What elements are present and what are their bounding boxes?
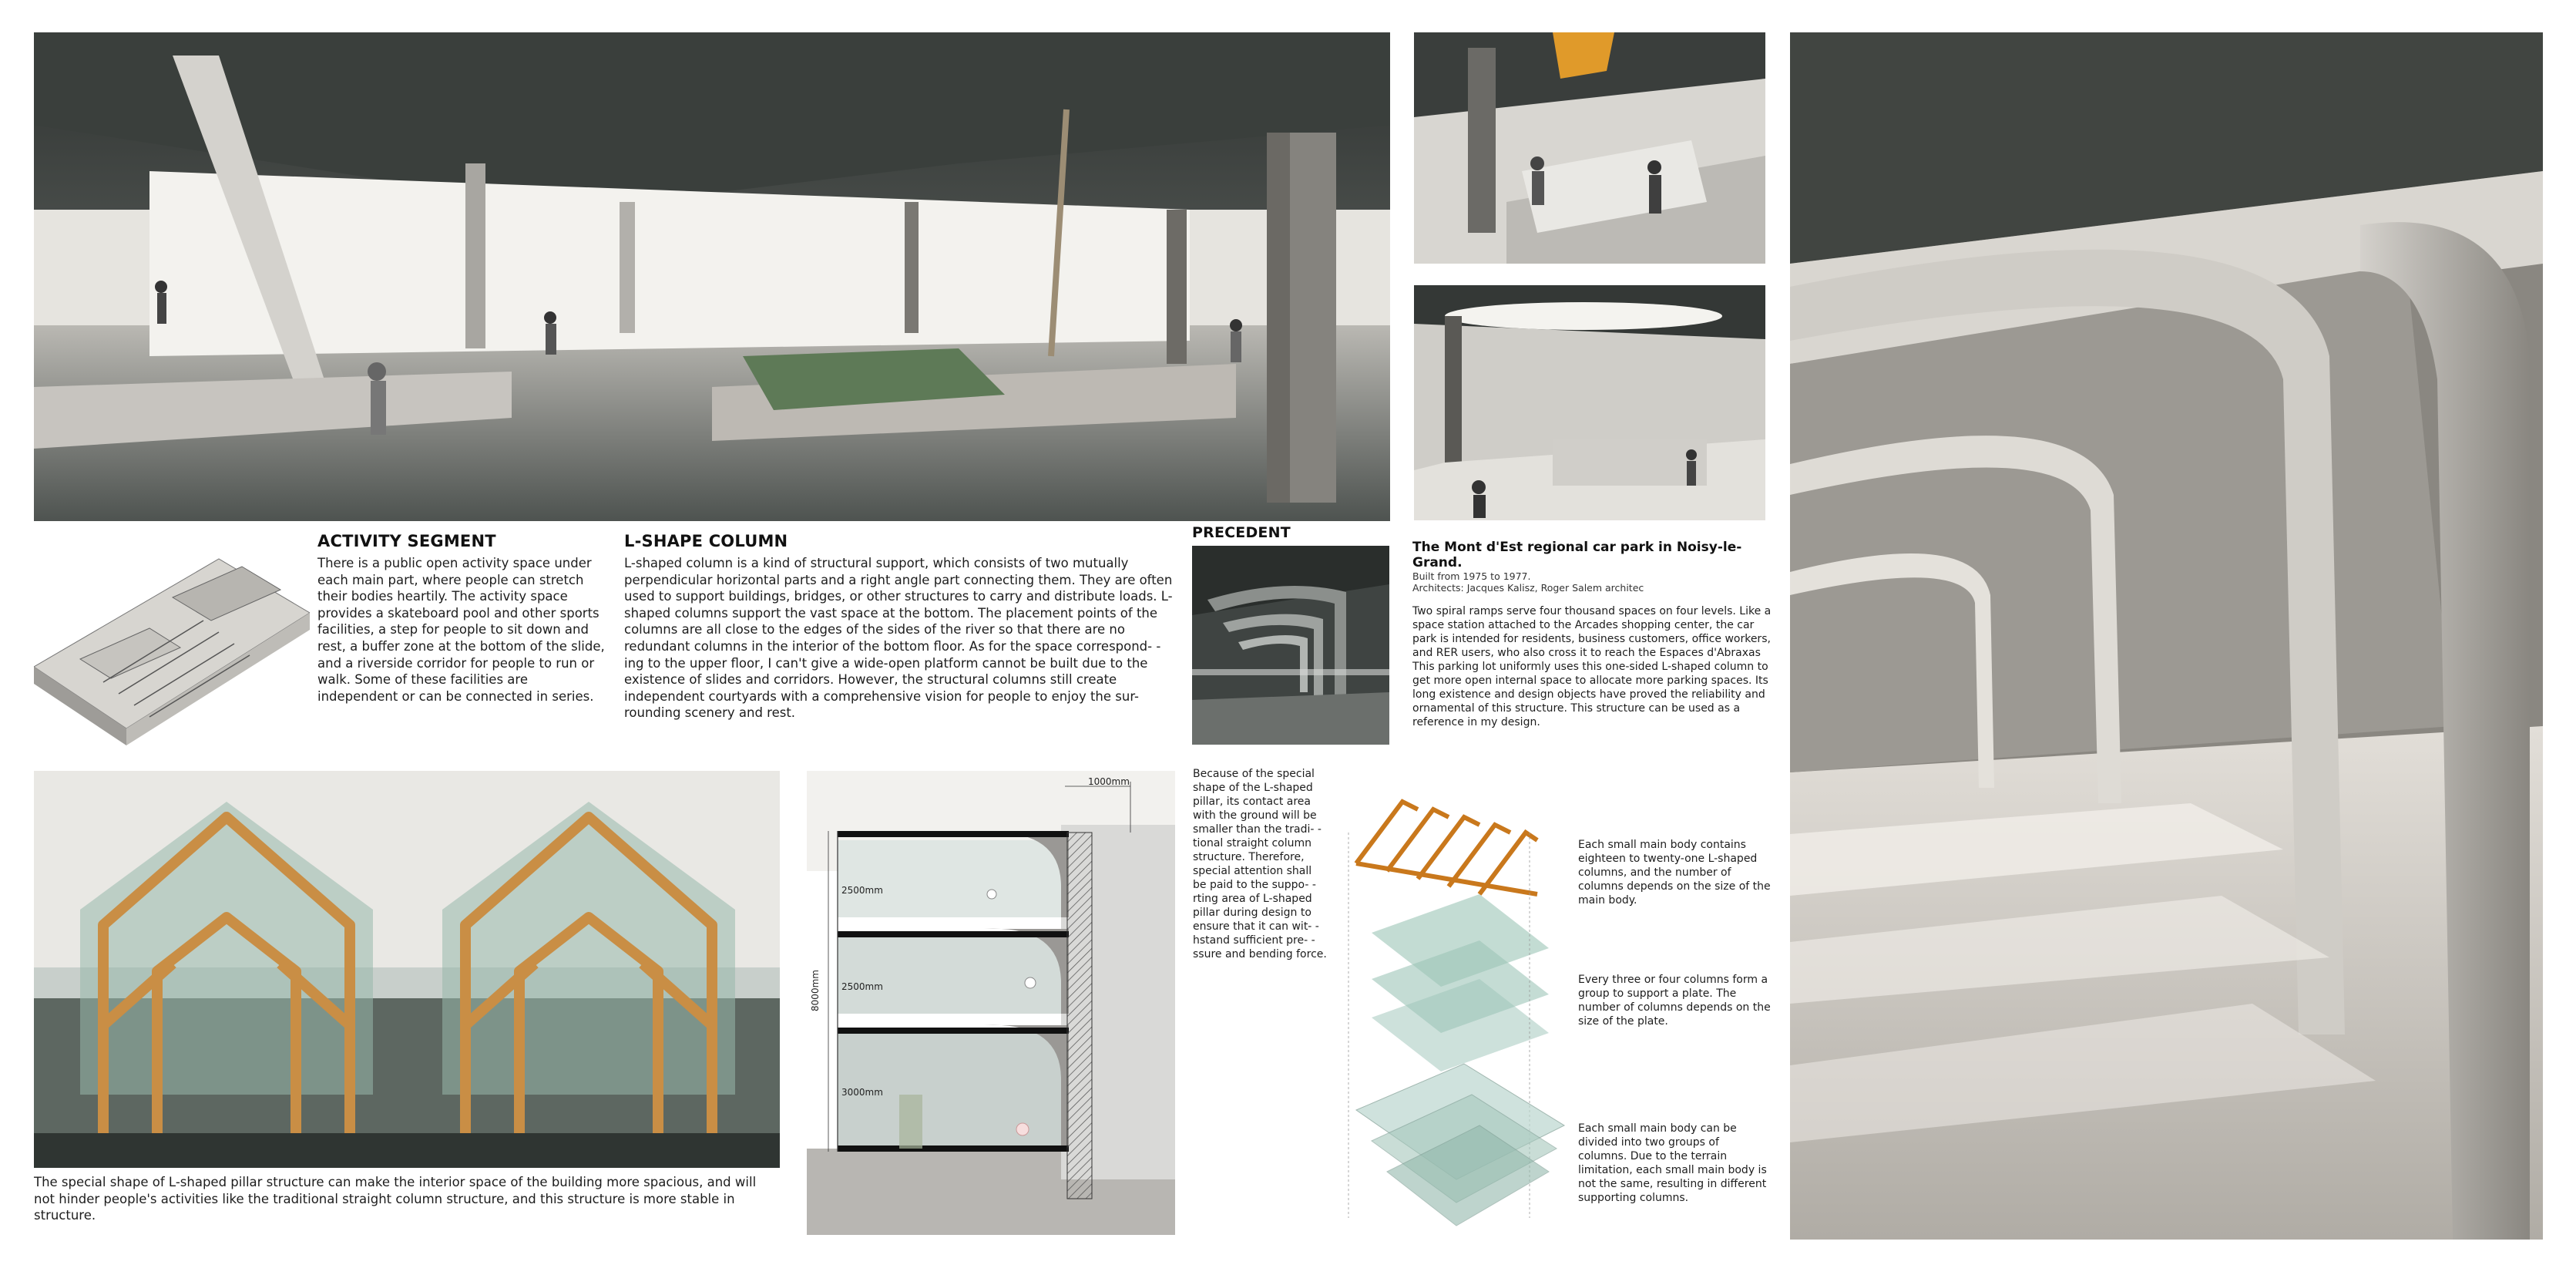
- precedent-photo: [1192, 546, 1389, 745]
- activity-segment-block: [317, 532, 606, 705]
- precedent-description: [1412, 540, 1775, 729]
- exploded-column-diagram: [1341, 786, 1572, 1241]
- precedent-text: Two spiral ramps serve four thousand spaces on four levels. Like a space station attached to the Arcades shopping center, the car park is intended for residents, business customers, office workers, and RER users, who also cross it to reach the Espaces d'Abraxas This parking lot uniformly uses this one-sided L-shaped column to get more open internal space to allocate more parking spaces. Its long existence and design objects have proved the reliability and ornamental of this structure. This structure can be used as a reference in my design.: [1412, 605, 1772, 728]
- activity-segment-axonometric: [34, 543, 310, 752]
- precedent-built: Built from 1975 to 1977.: [1412, 570, 1531, 582]
- bottom-caption: The special shape of L-shaped pillar structure can make the interior space of the building more spacious, and will not hinder people's activities like the traditional straight column structure, and this structure is more stable in structure.: [34, 1175, 757, 1223]
- section-drawing: [807, 771, 1175, 1235]
- activity-segment-text: There is a public open activity space under each main part, where people can stretch their bodies heartily. The activity space provides a skateboard pool and other sports facilities, a step for people to sit down and rest, a buffer zone at the bottom of the slide, and a riverside corridor for people to run or walk. Some of these facilities are independent or can be connected in series.: [317, 556, 605, 704]
- l-shape-column-block: [624, 532, 1175, 722]
- precedent-architects: Architects: Jacques Kalisz, Roger Salem architec: [1412, 582, 1644, 594]
- dim-2500-middle: 2500mm: [841, 981, 883, 992]
- skate-render: [1414, 285, 1765, 520]
- dim-1000: 1000mm: [1088, 776, 1130, 787]
- dim-2500-upper: 2500mm: [841, 885, 883, 896]
- precedent-block: [1192, 524, 1392, 541]
- slide-render: [1414, 32, 1765, 264]
- note-body-columns: Each small main body contains eighteen to twenty-one L-shaped columns, and the number of columns depends on the size of the main body.: [1578, 839, 1771, 907]
- dim-3000: 3000mm: [841, 1087, 883, 1098]
- activity-space-render: [34, 32, 1390, 521]
- activity-segment-title: ACTIVITY SEGMENT: [317, 532, 496, 550]
- dim-8000: 8000mm: [809, 970, 821, 1011]
- precedent-title: PRECEDENT: [1192, 524, 1291, 541]
- timber-frame-render: [34, 771, 780, 1168]
- note-column-groups: Every three or four columns form a group to support a plate. The number of columns depends on the size of the plate.: [1578, 974, 1771, 1028]
- l-column-corridor-render: [1790, 32, 2543, 1240]
- special-shape-note: Because of the special shape of the L-shaped pillar, its contact area with the ground will be smaller than the tradi- -tional straight column structure. Therefore, special attention shall be paid to the suppo- -rting area of L-shaped pillar during design to ensure that it can wit- -hstand sufficient pre- -ssure and bending force.: [1193, 768, 1327, 960]
- l-shape-column-text: L-shaped column is a kind of structural support, which consists of two mutually perpendicular horizontal parts and a right angle part connecting them. They are often used to support buildings, bridges, or other structures to carry and distribute loads. L-shaped columns support the vast space at the bottom. The placement points of the columns are all close to the edges of the sides of the river so that there are no redundant columns in the interior of the bottom floor. As for the space correspond- -ing to the upper floor, I can't give a wide-open platform cannot be built due to the existence of slides and corridors. However, the structural columns still create independent courtyards with a comprehensive vision for people to enjoy the sur- rounding scenery and rest.: [624, 556, 1173, 721]
- note-two-groups: Each small main body can be divided into two groups of columns. Due to the terrain limitation, each small main body is not the same, resulting in different supporting columns.: [1578, 1122, 1767, 1204]
- l-shape-column-title: L-SHAPE COLUMN: [624, 532, 788, 550]
- precedent-name: The Mont d'Est regional car park in Noisy-le-Grand.: [1412, 540, 1742, 570]
